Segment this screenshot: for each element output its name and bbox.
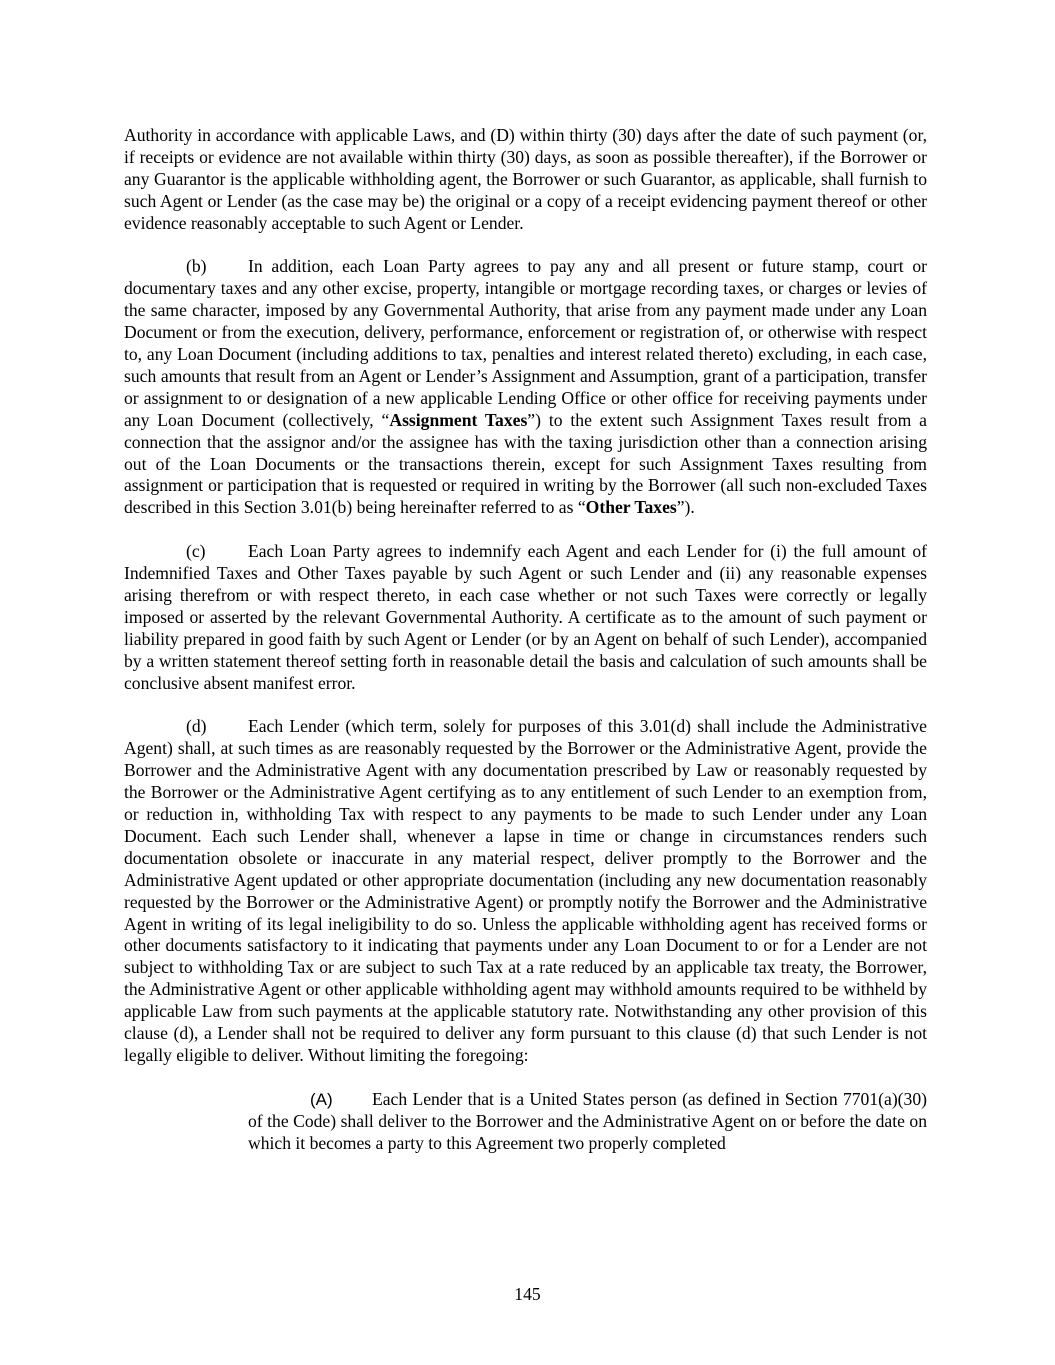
subparagraph-A xyxy=(248,1089,927,1155)
paragraph-b-text-3: ”). xyxy=(676,497,695,518)
paragraph-c xyxy=(124,541,927,694)
defined-term-other-taxes: Other Taxes xyxy=(585,497,677,518)
paragraph-b-text-2: ”) to the extent such Assignment Taxes result from a connection that the assignor and/or the assignee has with the taxing jurisdiction other than a connection arising out of the Loan Documents or the transactions therein, except for such Assignment Taxes resulting from assignment or participation that is requested or required in writing by the Borrower (all such non-excluded Taxes described in this Section 3.01(b) being hereinafter referred to as “ xyxy=(124,409,927,518)
paragraph-d xyxy=(124,716,927,1067)
paragraph-d-label: (d) xyxy=(186,716,207,737)
paragraph-b-label: (b) xyxy=(186,256,207,277)
paragraph-c-text: Each Loan Party agrees to indemnify each Agent and each Lender for (i) the full amount of Indemnified Taxes and Other Taxes payable by such Agent or such Lender and (ii) any reasonable expenses arising therefrom or with respect thereto, in each case whether or not such Taxes were correctly or legally imposed or asserted by the relevant Governmental Authority. A certificate as to the amount of such payment or liability prepared in good faith by such Agent or Lender (or by an Agent on behalf of such Lender), accompanied by a written statement thereof setting forth in reasonable detail the basis and calculation of such amounts shall be conclusive absent manifest error. xyxy=(124,541,927,693)
subparagraph-A-label: (A) xyxy=(310,1089,333,1109)
page-number: 145 xyxy=(514,1284,541,1304)
paragraph-d-text: Each Lender (which term, solely for purposes of this 3.01(d) shall include the Administrative Agent) shall, at such times as are reasonably requested by the Borrower or the Administrative Agent, provide the Borrower and the Administrative Agent with any documentation prescribed by Law or reasonably requested by the Borrower or the Administrative Agent certifying as to any entitlement of such Lender to an exemption from, or reduction in, withholding Tax with respect to any payments to be made to such Lender under any Loan Document. Each such Lender shall, whenever a lapse in time or change in circumstances renders such documentation obsolete or inaccurate in any material respect, deliver promptly to the Borrower and the Administrative Agent updated or other appropriate documentation (including any new documentation reasonably requested by the Borrower or the Administrative Agent) or promptly notify the Borrower and the Administrative Agent in writing of its legal ineligibility to do so. Unless the applicable withholding agent has received forms or other documents satisfactory to it indicating that payments under any Loan Document to or for a Lender are not subject to withholding Tax or are subject to such Tax at a rate reduced by an applicable tax treaty, the Borrower, the Administrative Agent or other applicable withholding agent may withhold amounts required to be withheld by applicable Law from such payments at the applicable statutory rate. Notwithstanding any other provision of this clause (d), a Lender shall not be required to deliver any form pursuant to this clause (d) that such Lender is not legally eligible to deliver. Without limiting the foregoing: xyxy=(124,716,927,1066)
continuation-paragraph xyxy=(124,125,927,235)
paragraph-b-text-1: In addition, each Loan Party agrees to pay any and all present or future stamp, court or documentary taxes and any other excise, property, intangible or mortgage recording taxes, or charges or levies of the same character, imposed by any Governmental Authority, that arise from any payment made under any Loan Document or from the execution, delivery, performance, enforcement or registration of, or otherwise with respect to, any Loan Document (including additions to tax, penalties and interest related thereto) excluding, in each case, such amounts that result from an Agent or Lender’s Assignment and Assumption, grant of a participation, transfer or assignment to or designation of a new applicable Lending Office or other office for receiving payments under any Loan Document (collectively, “ xyxy=(124,256,927,430)
paragraph-c-label: (c) xyxy=(186,541,206,562)
document-body xyxy=(124,125,927,1155)
defined-term-assignment-taxes: Assignment Taxes xyxy=(389,409,528,430)
subparagraph-A-text: Each Lender that is a United States person (as defined in Section 7701(a)(30) of the Code) shall deliver to the Borrower and the Administrative Agent on or before the date on which it becomes a party to this Agreement two properly completed xyxy=(248,1088,927,1153)
continuation-text: Authority in accordance with applicable Laws, and (D) within thirty (30) days after the date of such payment (or, if receipts or evidence are not available within thirty (30) days, as soon as possible thereafter), if the Borrower or any Guarantor is the applicable withholding agent, the Borrower or such Guarantor, as applicable, shall furnish to such Agent or Lender (as the case may be) the original or a copy of a receipt evidencing payment thereof or other evidence reasonably acceptable to such Agent or Lender. xyxy=(124,125,927,233)
paragraph-b xyxy=(124,256,927,519)
